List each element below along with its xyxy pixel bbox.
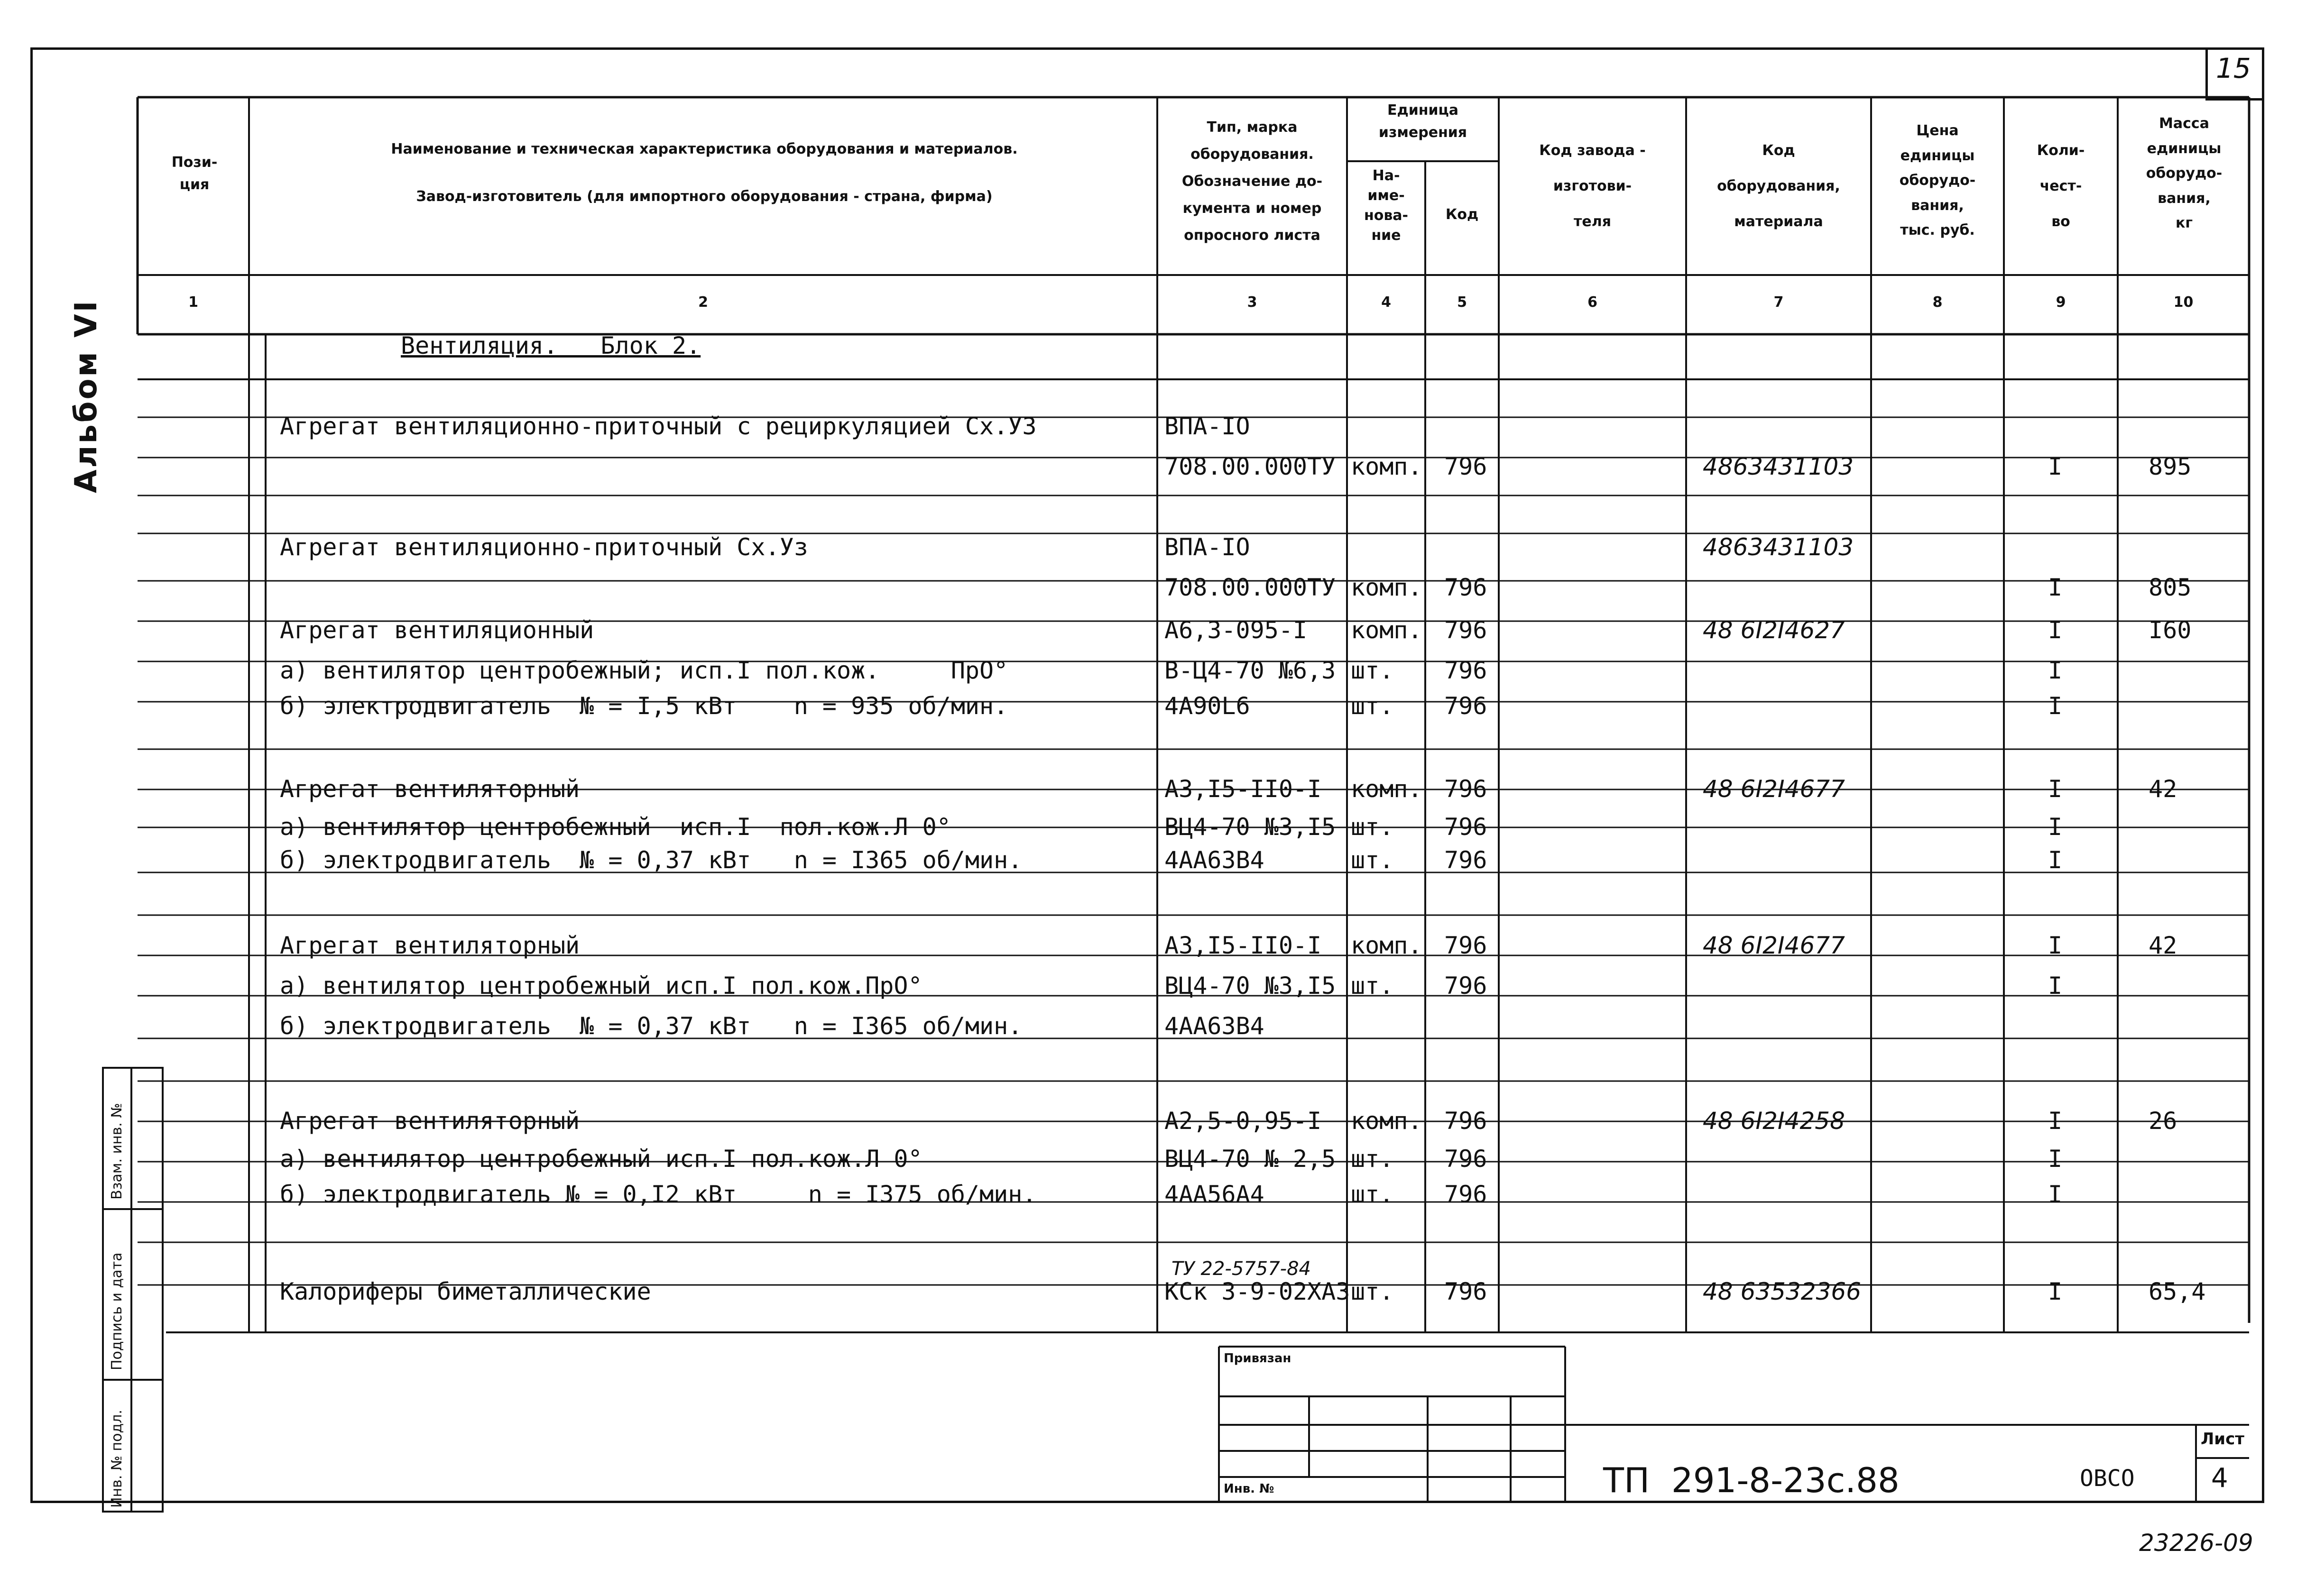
item-type: 4АА56А4 [1164, 1181, 1264, 1208]
item-name: б) электродвигатель № = 0,I2 кВт n = I375 об/мин. [280, 1181, 1037, 1208]
unit-mass: I60 [2149, 616, 2192, 644]
unit-code: 796 [1444, 1145, 1487, 1173]
header-col9: Коли- чест- во [2037, 142, 2085, 230]
item-type: А2,5-0,95-I [1164, 1107, 1322, 1135]
unit-mass: 65,4 [2149, 1278, 2206, 1305]
unit-name: комп. [1351, 453, 1422, 480]
item-type: В-Ц4-70 №6,3 [1164, 657, 1336, 684]
quantity: I [2048, 972, 2063, 1000]
item-name: б) электродвигатель № = 0,37 кВт n = I365 об/мин. [280, 1012, 1023, 1040]
header-col7: Код оборудования, материала [1717, 142, 1840, 230]
quantity: I [2048, 453, 2063, 480]
unit-name: комп. [1351, 775, 1422, 803]
quantity: I [2048, 813, 2063, 841]
quantity: I [2048, 692, 2063, 720]
unit-code: 796 [1444, 846, 1487, 874]
col-number: 1 [188, 294, 198, 311]
header-col3: Тип, марка оборудования. Обозначение до- кумента и номер опросного листа [1181, 119, 1323, 244]
item-type: А3,I5-II0-I [1164, 932, 1322, 959]
album-label: Альбом VI [69, 299, 104, 493]
unit-code: 796 [1444, 972, 1487, 1000]
col-number: 4 [1381, 294, 1391, 311]
quantity: I [2048, 775, 2063, 803]
item-type: А6,3-095-I [1164, 616, 1308, 644]
col-number: 8 [1932, 294, 1943, 311]
item-type: 708.00.000ТУ [1164, 453, 1336, 480]
quantity: I [2048, 1278, 2063, 1305]
item-name: Агрегат вентиляторный [280, 932, 580, 959]
col-number: 5 [1457, 294, 1467, 311]
col-number: 10 [2173, 294, 2194, 311]
quantity: I [2048, 657, 2063, 684]
item-type: 708.00.000ТУ [1164, 574, 1336, 601]
item-name: б) электродвигатель № = I,5 кВт n = 935 об/мин. [280, 692, 1008, 720]
equipment-code: 48 63532366 [1703, 1278, 1862, 1305]
item-name: Агрегат вентиляторный [280, 775, 580, 803]
unit-name: шт. [1351, 813, 1394, 841]
stamp-inv-no: Инв. № [1224, 1482, 1274, 1496]
archive-number: 23226-09 [2139, 1529, 2253, 1557]
item-type: 4А90L6 [1164, 692, 1250, 720]
equipment-code: 48 6I2I4258 [1703, 1107, 1845, 1135]
unit-mass: 42 [2149, 775, 2177, 803]
item-name: Агрегат вентиляционный [280, 616, 594, 644]
item-name: Агрегат вентиляционно-приточный Сх.Уз [280, 533, 808, 561]
header-col10: Масса единицы оборудо- вания, кг [2146, 115, 2223, 231]
quantity: I [2048, 616, 2063, 644]
unit-mass: 805 [2149, 574, 2192, 601]
col-number: 9 [2056, 294, 2066, 311]
header-col8: Цена единицы оборудо- вания, тыс. руб. [1899, 122, 1976, 238]
quantity: I [2048, 574, 2063, 601]
col-number: 2 [698, 294, 708, 311]
quantity: I [2048, 1145, 2063, 1173]
left-stamp-vzam: Взам. инв. № [109, 1103, 125, 1200]
quantity: I [2048, 1107, 2063, 1135]
unit-name: комп. [1351, 932, 1422, 959]
col-number: 6 [1587, 294, 1597, 311]
item-type: ВЦ4-70 № 2,5 [1164, 1145, 1336, 1173]
unit-name: комп. [1351, 574, 1422, 601]
item-type: 4АА63В4 [1164, 846, 1264, 874]
unit-mass: 26 [2149, 1107, 2177, 1135]
header-col4: На- име- нова- ние [1364, 167, 1409, 244]
equipment-code: 4863431103 [1703, 533, 1854, 561]
item-type: 4АА63В4 [1164, 1012, 1264, 1040]
unit-name: шт. [1351, 972, 1394, 1000]
unit-name: комп. [1351, 616, 1422, 644]
unit-mass: 42 [2149, 932, 2177, 959]
item-name: Агрегат вентиляционно-приточный с рециркуляцией Сх.УЗ [280, 413, 1037, 440]
item-type: А3,I5-II0-I [1164, 775, 1322, 803]
left-stamp-sign: Подпись и дата [109, 1252, 125, 1370]
item-name: а) вентилятор центробежный; исп.I пол.кож. ПрО° [280, 657, 1008, 684]
equipment-code: 48 6I2I4627 [1703, 616, 1845, 644]
item-name: Вентиляция. Блок 2. [401, 332, 701, 359]
item-type-spec: ТУ 22-5757-84 [1172, 1258, 1311, 1280]
item-type: ВПА-IO [1164, 413, 1250, 440]
header-col5: Код [1445, 206, 1479, 223]
item-type: ВПА-IO [1164, 533, 1250, 561]
unit-name: шт. [1351, 1181, 1394, 1208]
unit-name: шт. [1351, 1278, 1394, 1305]
unit-code: 796 [1444, 1278, 1487, 1305]
item-type: ВЦ4-70 №3,I5 [1164, 972, 1336, 1000]
quantity: I [2048, 932, 2063, 959]
quantity: I [2048, 1181, 2063, 1208]
equipment-code: 48 6I2I4677 [1703, 932, 1845, 959]
unit-name: комп. [1351, 1107, 1422, 1135]
unit-code: 796 [1444, 1107, 1487, 1135]
unit-code: 796 [1444, 616, 1487, 644]
header-col2-line1: Наименование и техническая характеристика оборудования и материалов. [391, 141, 1018, 157]
header-unit: Единица измерения [1378, 102, 1467, 141]
item-name: а) вентилятор центробежный исп.I пол.кож.Л 0° [280, 813, 951, 841]
header-col6: Код завода - изготови- теля [1539, 142, 1646, 230]
sheet-number-top: 15 [2216, 52, 2251, 84]
header-col1: Пози- ция [171, 154, 218, 193]
col-number: 3 [1247, 294, 1257, 311]
unit-code: 796 [1444, 775, 1487, 803]
unit-code: 796 [1444, 1181, 1487, 1208]
left-stamp-inv: Инв. № подл. [109, 1410, 125, 1508]
item-type: КСк 3-9-02ХАЗ [1164, 1278, 1350, 1305]
doc-code: ТП 291-8-23с.88 [1603, 1460, 1900, 1500]
unit-name: шт. [1351, 1145, 1394, 1173]
list-label: Лист [2201, 1430, 2244, 1449]
unit-mass: 895 [2149, 453, 2192, 480]
item-type: ВЦ4-70 №3,I5 [1164, 813, 1336, 841]
col-number: 7 [1773, 294, 1784, 311]
item-name: б) электродвигатель № = 0,37 кВт n = I365 об/мин. [280, 846, 1023, 874]
unit-name: шт. [1351, 692, 1394, 720]
item-name: а) вентилятор центробежный исп.I пол.кож.ПрО° [280, 972, 922, 1000]
item-name: а) вентилятор центробежный исп.I пол.кож.Л 0° [280, 1145, 922, 1173]
stamp-privyazan: Привязан [1224, 1351, 1291, 1366]
unit-code: 796 [1444, 574, 1487, 601]
list-number: 4 [2211, 1463, 2228, 1494]
item-name: Калориферы биметаллические [280, 1278, 651, 1305]
unit-code: 796 [1444, 657, 1487, 684]
unit-name: шт. [1351, 846, 1394, 874]
quantity: I [2048, 846, 2063, 874]
unit-code: 796 [1444, 932, 1487, 959]
header-col2-line2: Завод-изготовитель (для импортного оборудования - страна, фирма) [416, 188, 993, 205]
unit-code: 796 [1444, 813, 1487, 841]
item-name: Агрегат вентиляторный [280, 1107, 580, 1135]
doc-mark: ОВСО [2080, 1465, 2135, 1492]
unit-name: шт. [1351, 657, 1394, 684]
equipment-code: 48 6I2I4677 [1703, 775, 1845, 803]
unit-code: 796 [1444, 692, 1487, 720]
equipment-code: 4863431103 [1703, 453, 1854, 480]
unit-code: 796 [1444, 453, 1487, 480]
